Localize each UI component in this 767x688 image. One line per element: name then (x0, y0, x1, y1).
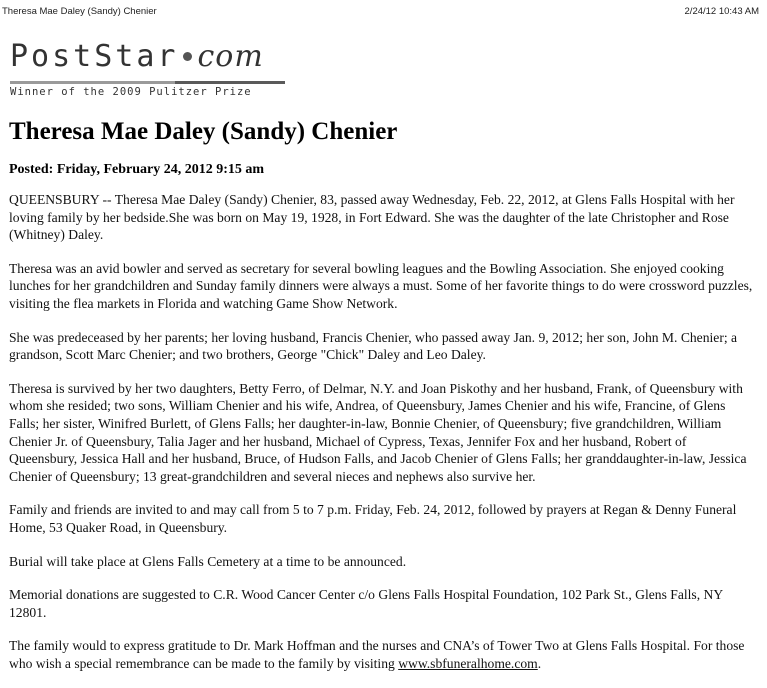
print-header-title: Theresa Mae Daley (Sandy) Chenier (2, 6, 157, 17)
logo-word: PostStar (10, 39, 179, 74)
closing-text: The family would to express gratitude to Dr. Mark Hoffman and the nurses and CNA’s of Tower Two at Glens Falls Hospital. For those who wish a special remembrance can be made to the family by visiting (9, 638, 745, 671)
paragraph-predeceased: She was predeceased by her parents; her loving husband, Francis Chenier, who passed away Jan. 9, 2012; her son, John M. Chenier; a grandson, Scott Marc Chenier; and two brothers, George "Chick" Daley and Leo Daley. (9, 329, 738, 363)
paragraph-survivors: Theresa is survived by her two daughters, Betty Ferro, of Delmar, N.Y. and Joan Piskothy and her husband, Frank, of Queensbury with whom she resided; two sons, William Chenier and his wife, Andrea, of Queensbury, James Chenier and his wife, Francine, of Glens Falls; her sister, Winifred Burlett, of Glens Falls; her daughter-in-law, Bonnie Chenier, of Queensbury; five grandchildren, William Chenier Jr. of Queensbury, Talia Jager and her husband, Michael of Cypress, Texas, Jennifer Fox and her husband, Robert of Queensbury, Jessica Hall and her husband, Bruce, of Hudson Falls, and Jacob Chenier of Glens Falls; her granddaughter-in-law, Jessica Chenier of Queensbury; 13 great-grandchildren and several nieces and nephews also survive her. (9, 380, 747, 484)
article-title: Theresa Mae Daley (Sandy) Chenier (9, 118, 398, 145)
paragraph-burial: Burial will take place at Glens Falls Cemetery at a time to be announced. (9, 553, 407, 569)
paragraph-closing (9, 637, 757, 672)
poststar-logo[interactable] (10, 40, 295, 102)
logo-wordmark (10, 40, 264, 74)
article-body (9, 191, 757, 688)
paragraph-donations: Memorial donations are suggested to C.R. Wood Cancer Center c/o Glens Falls Hospital Foundation, 102 Park St., Glens Falls, NY 12801. (9, 587, 723, 620)
paragraph-intro: QUEENSBURY -- Theresa Mae Daley (Sandy) Chenier, 83, passed away Wednesday, Feb. 22, 2012, at Glens Falls Hospital with her loving family by her bedside.She was born on May 19, 1928, in Fort Edward. She was the daughter of the late Christopher and Rose (Whitney) Daley. (9, 192, 735, 243)
posted-date: Posted: Friday, February 24, 2012 9:15 am (9, 162, 265, 177)
closing-end: . (537, 655, 542, 671)
funeral-home-link[interactable]: www.sbfuneralhome.com (398, 655, 538, 671)
logo-dot-icon (183, 52, 192, 61)
logo-tagline: Winner of the 2009 Pulitzer Prize (10, 86, 252, 98)
paragraph-visitation: Family and friends are invited to and may call from 5 to 7 p.m. Friday, Feb. 24, 2012, followed by prayers at Regan & Denny Funeral Home, 53 Quaker Road, in Queensbury. (9, 502, 737, 535)
print-header-timestamp: 2/24/12 10:43 AM (684, 6, 759, 17)
paragraph-hobbies: Theresa was an avid bowler and served as secretary for several bowling leagues and the Bowling Association. She enjoyed cooking lunches for her grandchildren and Sunday family dinners were always a must. Some of her favorite things to do were crossword puzzles, visiting the flea markets in Florida and watching Game Show Network. (9, 260, 753, 311)
logo-com: com (197, 39, 264, 74)
logo-rule (10, 81, 285, 84)
